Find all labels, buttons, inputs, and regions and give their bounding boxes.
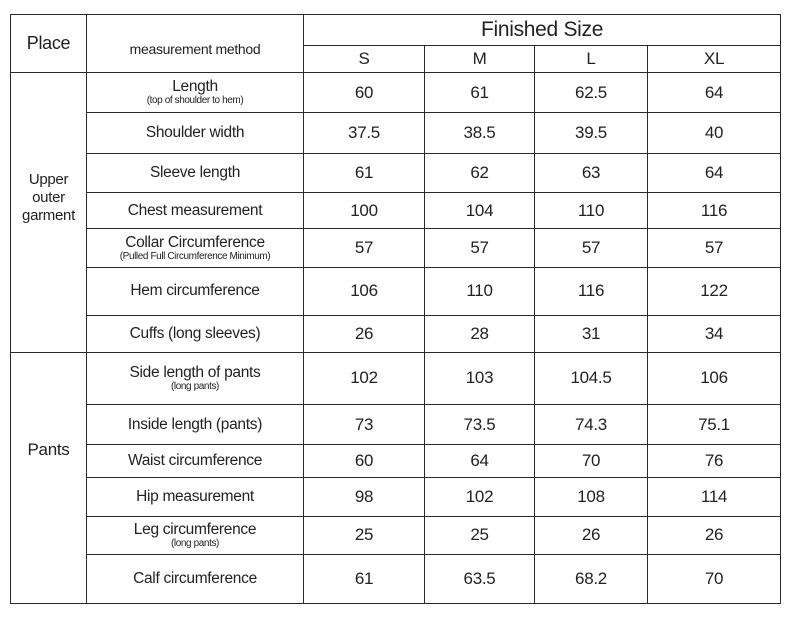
- value-cell: 106: [304, 267, 425, 315]
- place-label: Pants: [27, 439, 70, 459]
- table-row: [11, 352, 781, 404]
- table-row: [11, 153, 781, 192]
- table-row: [11, 113, 781, 153]
- value-cell: 25: [304, 516, 425, 554]
- value-cell: 104.5: [535, 352, 648, 404]
- value-cell: 39.5: [535, 113, 648, 153]
- value-cell: 73.5: [425, 404, 535, 444]
- size-table-body: [11, 73, 781, 604]
- value-cell: 61: [304, 554, 425, 603]
- measurement-cell: [87, 229, 304, 267]
- measurement-cell: [87, 478, 304, 516]
- value-cell: 61: [304, 153, 425, 192]
- value-cell: 103: [425, 352, 535, 404]
- measurement-name: Leg circumference: [133, 520, 257, 538]
- value-cell: 98: [304, 478, 425, 516]
- size-table: [10, 14, 781, 604]
- value-cell: 104: [425, 193, 535, 229]
- measurement-name: Shoulder width: [145, 124, 245, 142]
- measurement-name: Chest measurement: [127, 201, 263, 219]
- size-header-xl: XL: [648, 46, 781, 73]
- value-cell: 57: [425, 229, 535, 267]
- table-row: [11, 516, 781, 554]
- measurement-cell: [87, 445, 304, 478]
- table-row: [11, 267, 781, 315]
- measurement-cell: [87, 153, 304, 192]
- place-cell: [11, 73, 87, 353]
- size-chart: [10, 14, 780, 604]
- value-cell: 64: [648, 153, 781, 192]
- value-cell: 63: [535, 153, 648, 192]
- value-cell: 26: [648, 516, 781, 554]
- measurement-cell: [87, 315, 304, 352]
- value-cell: 34: [648, 315, 781, 352]
- size-header-s: S: [304, 46, 425, 73]
- value-cell: 63.5: [425, 554, 535, 603]
- value-cell: 74.3: [535, 404, 648, 444]
- table-row: [11, 193, 781, 229]
- value-cell: 26: [304, 315, 425, 352]
- place-cell: [11, 352, 87, 603]
- value-cell: 57: [648, 229, 781, 267]
- measurement-note: (top of shoulder to hem): [146, 95, 244, 107]
- table-row: [11, 229, 781, 267]
- measurement-cell: [87, 267, 304, 315]
- value-cell: 28: [425, 315, 535, 352]
- value-cell: 40: [648, 113, 781, 153]
- measurement-name: Length: [172, 78, 218, 96]
- table-row: [11, 315, 781, 352]
- value-cell: 116: [648, 193, 781, 229]
- value-cell: 25: [425, 516, 535, 554]
- value-cell: 76: [648, 445, 781, 478]
- table-row: [11, 445, 781, 478]
- measurement-cell: [87, 404, 304, 444]
- value-cell: 70: [648, 554, 781, 603]
- measurement-name: Inside length (pants): [127, 415, 263, 433]
- measurement-cell: [87, 73, 304, 113]
- value-cell: 60: [304, 445, 425, 478]
- measurement-name: Hem circumference: [130, 282, 260, 300]
- measurement-name: Waist circumference: [127, 452, 263, 470]
- value-cell: 102: [304, 352, 425, 404]
- table-row: [11, 554, 781, 603]
- measurement-name: Calf circumference: [133, 569, 257, 587]
- measurement-cell: [87, 516, 304, 554]
- value-cell: 73: [304, 404, 425, 444]
- measurement-name: Sleeve length: [149, 164, 241, 182]
- value-cell: 62.5: [535, 73, 648, 113]
- table-row: [11, 404, 781, 444]
- value-cell: 114: [648, 478, 781, 516]
- value-cell: 70: [535, 445, 648, 478]
- measurement-name: Collar Circumference: [125, 233, 265, 251]
- value-cell: 110: [425, 267, 535, 315]
- table-row: [11, 478, 781, 516]
- table-row: [11, 73, 781, 113]
- value-cell: 75.1: [648, 404, 781, 444]
- measurement-cell: [87, 352, 304, 404]
- value-cell: 102: [425, 478, 535, 516]
- measurement-cell: [87, 113, 304, 153]
- place-label: Upper outer garment: [22, 171, 75, 225]
- value-cell: 26: [535, 516, 648, 554]
- value-cell: 60: [304, 73, 425, 113]
- method-header: measurement method: [87, 15, 304, 73]
- value-cell: 122: [648, 267, 781, 315]
- measurement-note: (long pants): [170, 380, 219, 392]
- value-cell: 64: [648, 73, 781, 113]
- value-cell: 64: [425, 445, 535, 478]
- measurement-note: (Pulled Full Circumference Minimum): [119, 250, 271, 262]
- value-cell: 37.5: [304, 113, 425, 153]
- measurement-name: Cuffs (long sleeves): [129, 324, 261, 342]
- measurement-cell: [87, 193, 304, 229]
- value-cell: 61: [425, 73, 535, 113]
- value-cell: 106: [648, 352, 781, 404]
- value-cell: 62: [425, 153, 535, 192]
- measurement-cell: [87, 554, 304, 603]
- measurement-name: Hip measurement: [136, 487, 254, 505]
- value-cell: 116: [535, 267, 648, 315]
- value-cell: 57: [535, 229, 648, 267]
- value-cell: 68.2: [535, 554, 648, 603]
- value-cell: 108: [535, 478, 648, 516]
- place-header: Place: [11, 15, 87, 73]
- measurement-name: Side length of pants: [129, 363, 261, 381]
- size-header-m: M: [425, 46, 535, 73]
- value-cell: 110: [535, 193, 648, 229]
- value-cell: 38.5: [425, 113, 535, 153]
- size-header-l: L: [535, 46, 648, 73]
- value-cell: 31: [535, 315, 648, 352]
- value-cell: 100: [304, 193, 425, 229]
- header-row-top: [11, 15, 781, 46]
- measurement-note: (long pants): [170, 537, 219, 549]
- value-cell: 57: [304, 229, 425, 267]
- finished-size-header: Finished Size: [304, 15, 781, 46]
